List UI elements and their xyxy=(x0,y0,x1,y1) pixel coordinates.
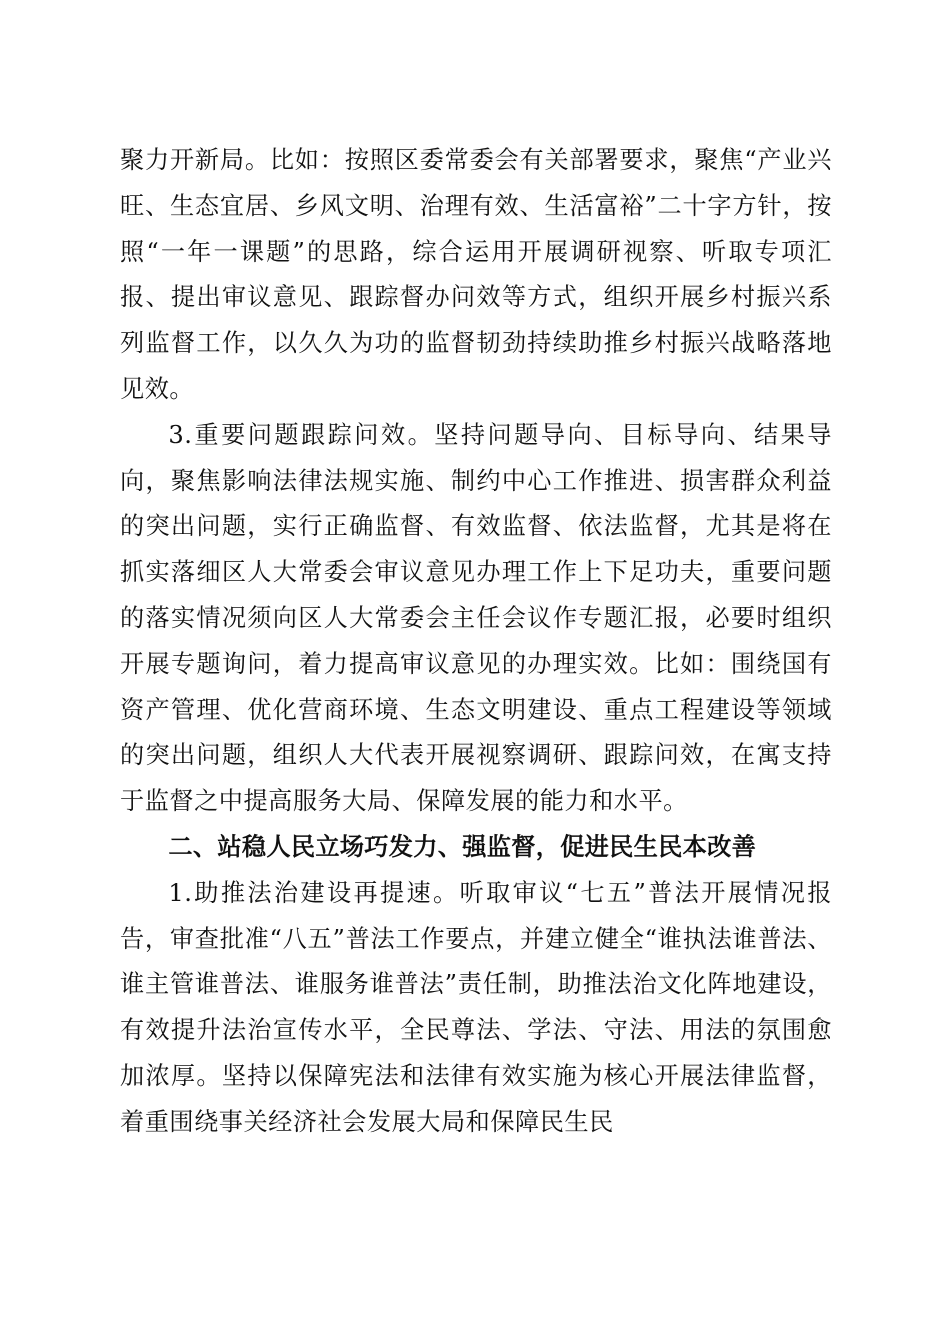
paragraph-item-1: 1.助推法治建设再提速。听取审议“七五”普法开展情况报告，审查批准“八五”普法工作要点，并建立健全“谁执法谁普法、谁主管谁普法、谁服务谁普法”责任制，助推法治文化阵地建设，有效提升法治宣传水平，全民尊法、学法、守法、用法的氛围愈加浓厚。坚持以保障宪法和法律有效实施为核心开展法律监督，着重围绕事关经济社会发展大局和保障民生民 xyxy=(120,878,832,1136)
section-heading: 二、站稳人民立场巧发力、强监督，促进民生民本改善 xyxy=(168,832,757,861)
paragraph-item-3: 3.重要问题跟踪问效。坚持问题导向、目标导向、结果导向，聚焦影响法律法规实施、制约中心工作推进、损害群众利益的突出问题，实行正确监督、有效监督、依法监督，尤其是将在抓实落细区人大常委会审议意见办理工作上下足功夫，重要问题的落实情况须向区人大常委会主任会议作专题汇报，必要时组织开展专题询问，着力提高审议意见的办理实效。比如：围绕国有资产管理、优化营商环境、生态文明建设、重点工程建设等领域的突出问题，组织人大代表开展视察调研、跟踪问效，在寓支持于监督之中提高服务大局、保障发展的能力和水平。 xyxy=(120,420,832,816)
paragraph-continuation: 聚力开新局。比如：按照区委常委会有关部署要求，聚焦“产业兴旺、生态宜居、乡风文明、治理有效、生活富裕”二十字方针，按照“一年一课题”的思路，综合运用开展调研视察、听取专项汇报、提出审议意见、跟踪督办问效等方式，组织开展乡村振兴系列监督工作，以久久为功的监督韧劲持续助推乡村振兴战略落地见效。 xyxy=(120,146,832,403)
document-body xyxy=(120,138,832,1146)
